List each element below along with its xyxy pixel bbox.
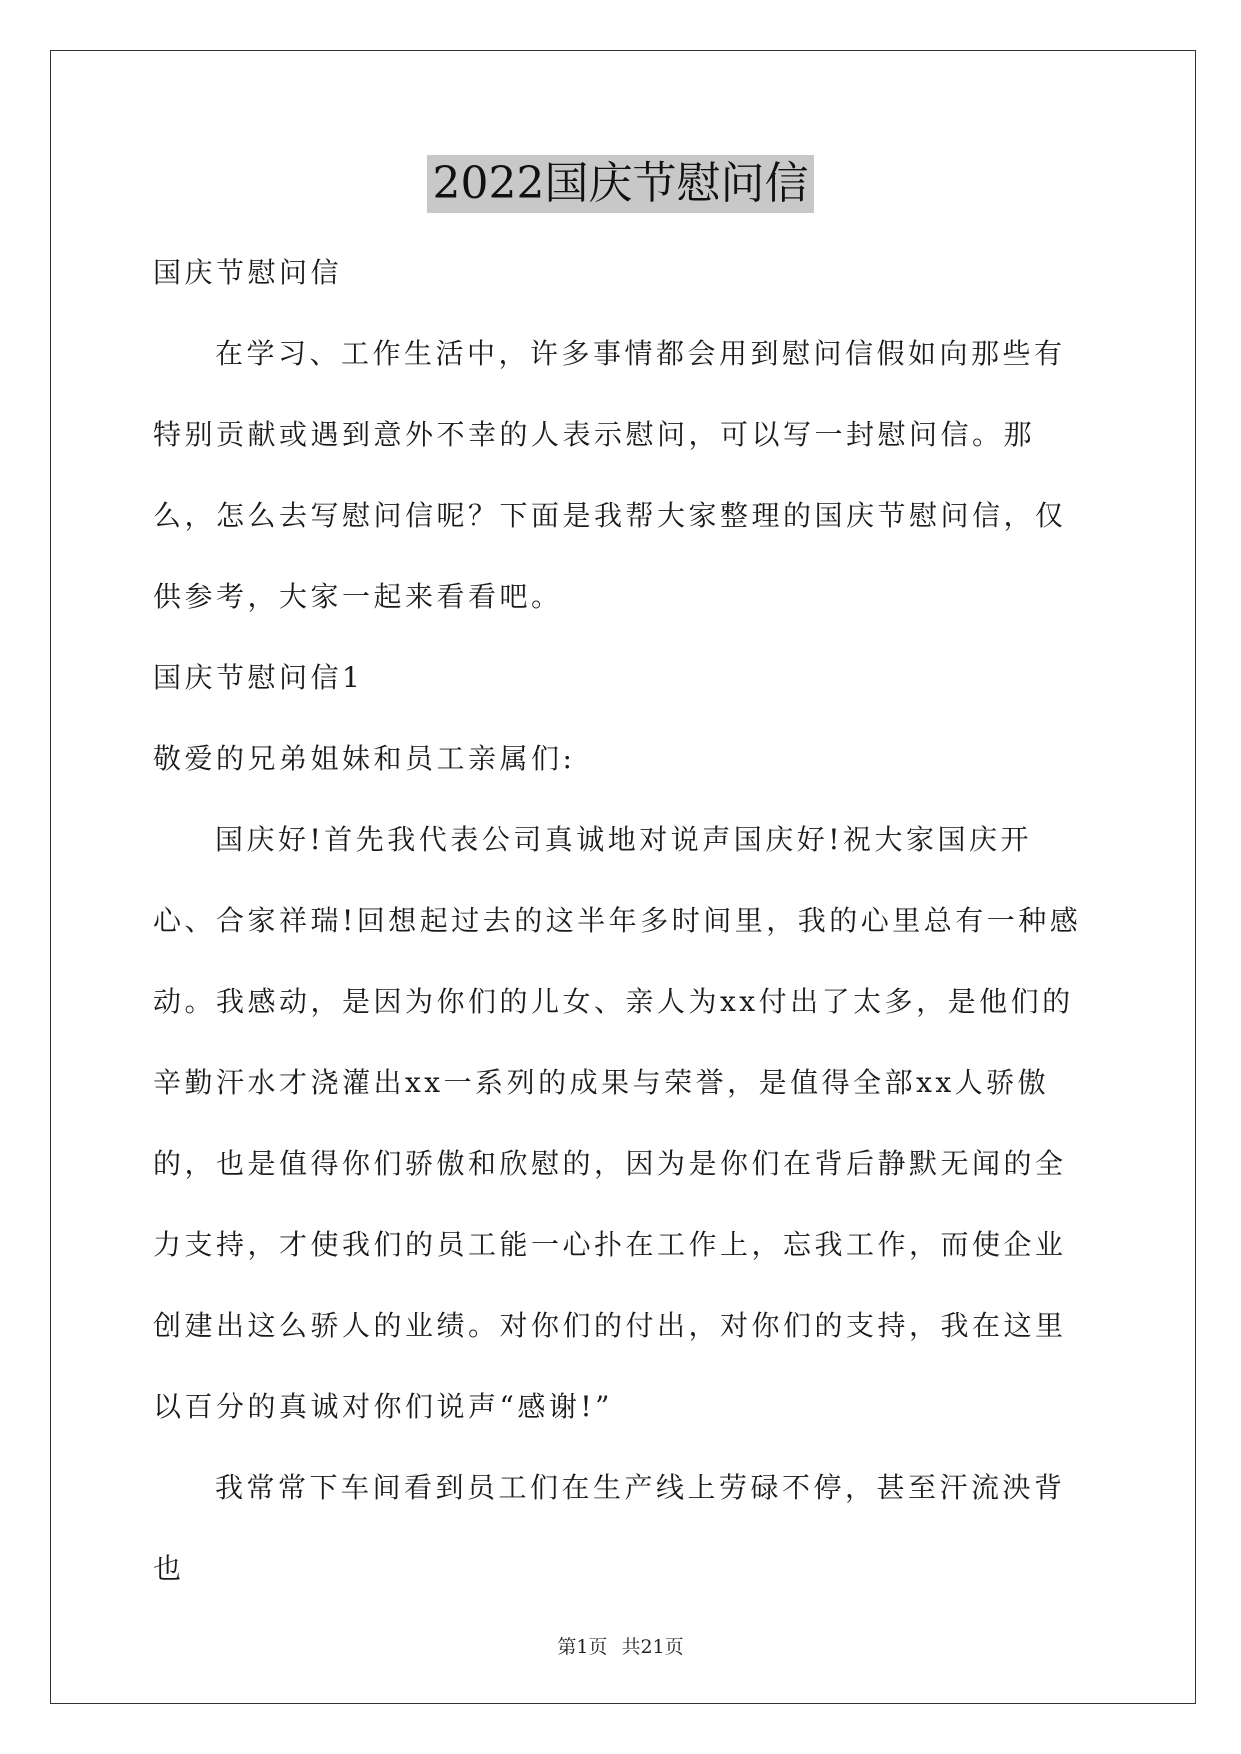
page-number-current: 第1页: [557, 1636, 608, 1658]
paragraph-4: 敬爱的兄弟姐妹和员工亲属们:: [153, 742, 576, 775]
title-container: [0, 155, 1241, 213]
page-number-total: 共21页: [621, 1636, 684, 1658]
paragraph-3: 国庆节慰问信1: [153, 661, 364, 694]
document-title: 2022国庆节慰问信: [427, 155, 815, 213]
document-body: [153, 232, 1093, 1609]
paragraph-2: 在学习、工作生活中，许多事情都会用到慰问信假如向那些有特别贡献或遇到意外不幸的人表示慰问，可以写一封慰问信。那么，怎么去写慰问信呢？下面是我帮大家整理的国庆节慰问信，仅供参考，大家一起来看看吧。: [153, 337, 1067, 613]
paragraph-1: 国庆节慰问信: [153, 256, 343, 289]
paragraph-6: 我常常下车间看到员工们在生产线上劳碌不停，甚至汗流泱背也: [153, 1471, 1066, 1585]
page-footer: [0, 1632, 1241, 1659]
paragraph-5: 国庆好!首先我代表公司真诚地对说声国庆好!祝大家国庆开心、合家祥瑞!回想起过去的这半年多时间里，我的心里总有一种感动。我感动，是因为你们的儿女、亲人为xx付出了太多，是他们的辛勤汗水才浇灌出xx一系列的成果与荣誉，是值得全部xx人骄傲的，也是值得你们骄傲和欣慰的，因为是你们在背后静默无闻的全力支持，才使我们的员工能一心扑在工作上，忘我工作，而使企业创建出这么骄人的业绩。对你们的付出，对你们的支持，我在这里以百分的真诚对你们说声“感谢!”: [153, 823, 1082, 1423]
